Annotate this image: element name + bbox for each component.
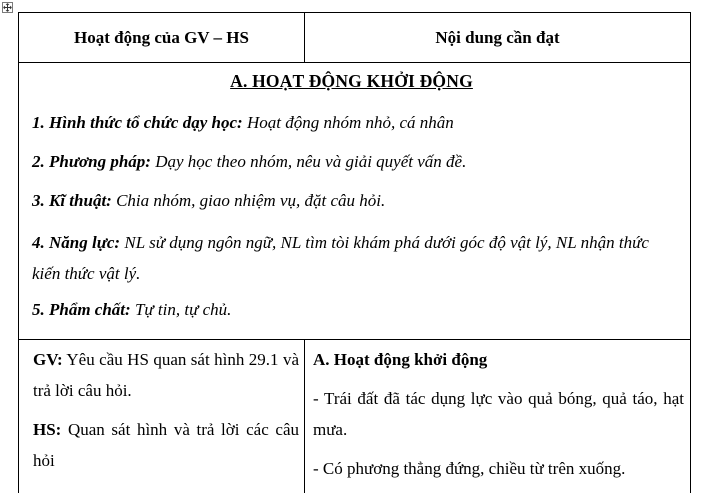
item-label: 4. Năng lực: (32, 233, 121, 252)
body-column-divider (304, 339, 305, 493)
student-response (33, 414, 299, 476)
item-label: 5. Phẩm chất: (32, 300, 131, 319)
item-label: 2. Phương pháp: (32, 152, 151, 171)
item-text: Tự tin, tự chủ. (130, 300, 232, 319)
item-text: NL sử dụng ngôn ngữ, NL tìm tòi khám phá dưới góc độ vật lý, NL nhận thức kiến thức vật lý. (32, 233, 649, 283)
teacher-instruction (33, 344, 299, 406)
item-text: Chia nhóm, giao nhiệm vụ, đặt câu hỏi. (111, 191, 386, 210)
header-divider (18, 62, 691, 63)
gv-text: Yêu cầu HS quan sát hình 29.1 và trả lời câu hỏi. (33, 350, 299, 400)
content-title (313, 344, 684, 375)
header-cell-content (305, 13, 690, 62)
content-line-force: - Trái đất đã tác dụng lực vào quả bóng, quả táo, hạt mưa. (313, 389, 684, 439)
header-activities-label: Hoạt động của GV – HS (74, 27, 249, 47)
hs-text: Quan sát hình và trả lời các câu hỏi (33, 420, 299, 470)
table-move-handle-icon[interactable] (2, 2, 13, 13)
header-cell-activities (19, 13, 304, 62)
item-text: Dạy học theo nhóm, nêu và giải quyết vấn đề. (150, 152, 467, 171)
hs-label: HS: (33, 420, 62, 439)
section-divider (18, 339, 691, 340)
item-method (32, 146, 672, 177)
item-quality (32, 294, 672, 325)
item-competence (32, 227, 672, 289)
gv-label: GV: (33, 350, 63, 369)
content-line-direction: - Có phương thẳng đứng, chiều từ trên xuống. (313, 459, 626, 478)
item-teaching-form (32, 107, 672, 138)
section-title: A. HOẠT ĐỘNG KHỞI ĐỘNG (230, 71, 473, 91)
item-technique (32, 185, 672, 216)
content-title-text: A. Hoạt động khởi động (313, 350, 488, 369)
item-label: 1. Hình thức tổ chức dạy học: (32, 113, 243, 132)
header-content-label: Nội dung cần đạt (435, 27, 560, 47)
item-label: 3. Kĩ thuật: (32, 191, 112, 210)
item-text: Hoạt động nhóm nhỏ, cá nhân (242, 113, 454, 132)
